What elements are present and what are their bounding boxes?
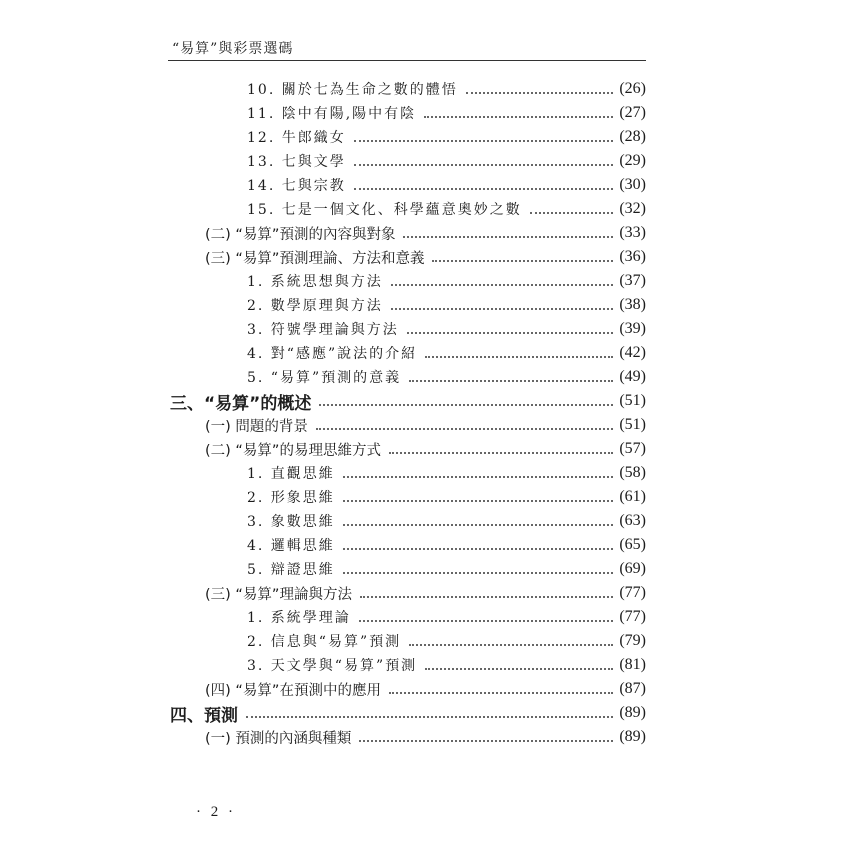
- toc-entry: [247, 269, 646, 293]
- toc-entry: [205, 437, 646, 461]
- toc-entry-page: (38): [619, 296, 646, 313]
- dot-leader: [389, 452, 613, 454]
- toc-entry: [205, 245, 646, 269]
- toc-entry-title: 4. 邏輯思維: [247, 538, 335, 554]
- toc-entry-page: (79): [619, 632, 646, 649]
- toc-entry: [247, 605, 646, 629]
- toc-entry-page: (57): [619, 440, 646, 457]
- dot-leader: [316, 428, 613, 430]
- toc-entry-title: (二) “易算”預測的內容與對象: [205, 226, 396, 243]
- toc-entry: [247, 365, 646, 389]
- dot-leader: [343, 548, 614, 550]
- toc-entry-title: 13. 七與文學: [247, 154, 346, 170]
- dot-leader: [343, 572, 614, 574]
- dot-leader: [389, 692, 613, 694]
- toc-entry-page: (87): [619, 680, 646, 697]
- toc-entry-title: 1. 系統思想與方法: [247, 274, 383, 290]
- toc-entry-title: (三) “易算”理論與方法: [205, 586, 352, 603]
- toc-entry-page: (69): [619, 560, 646, 577]
- toc-entry: [205, 413, 646, 437]
- running-head-title: “易算”與彩票選碼: [172, 41, 294, 57]
- toc-entry-chapter: [170, 701, 646, 725]
- toc-entry-title: (一) 問題的背景: [205, 418, 308, 435]
- toc-entry-page: (49): [619, 368, 646, 385]
- toc-entry-title: 2. 信息與“易算”預測: [247, 634, 402, 650]
- toc-entry-page: (89): [619, 704, 646, 721]
- toc-entry-page: (77): [619, 608, 646, 625]
- page-number: · 2 ·: [196, 804, 236, 820]
- toc-entry: [247, 149, 646, 173]
- dot-leader: [409, 644, 613, 646]
- toc-entry: [247, 557, 646, 581]
- toc-entry: [247, 293, 646, 317]
- toc-entry-page: (51): [619, 392, 646, 409]
- toc-entry: [247, 173, 646, 197]
- toc-entry-title: 1. 系統學理論: [247, 610, 351, 626]
- dot-leader: [359, 620, 614, 622]
- toc-entry: [205, 725, 646, 749]
- dot-leader: [425, 668, 613, 670]
- toc-entry: [247, 317, 646, 341]
- toc-entry-page: (30): [619, 176, 646, 193]
- toc-entry-title: 12. 牛郎織女: [247, 130, 346, 146]
- dot-leader: [354, 164, 614, 166]
- toc-entry-page: (26): [619, 80, 646, 97]
- toc-entry-title: 11. 陰中有陽,陽中有陰: [247, 106, 417, 122]
- toc-entry-page: (33): [619, 224, 646, 241]
- toc-entry: [205, 677, 646, 701]
- toc-entry-title: 10. 關於七為生命之數的體悟: [247, 82, 458, 98]
- toc-entry-title: (一) 預測的內涵與種類: [205, 730, 352, 747]
- toc-entry-title: 三、“易算”的概述: [170, 393, 312, 414]
- toc-entry: [247, 653, 646, 677]
- toc-entry-title: 3. 象數思維: [247, 514, 335, 530]
- toc-entry-page: (63): [619, 512, 646, 529]
- toc-entry-chapter: [170, 389, 646, 413]
- toc-entry-page: (36): [619, 248, 646, 265]
- toc-entry-title: 1. 直觀思維: [247, 466, 335, 482]
- toc-entry-page: (65): [619, 536, 646, 553]
- toc-entry-page: (81): [619, 656, 646, 673]
- dot-leader: [407, 332, 614, 334]
- dot-leader: [354, 188, 614, 190]
- toc-entry-page: (77): [619, 584, 646, 601]
- toc-entry-page: (61): [619, 488, 646, 505]
- dot-leader: [246, 716, 613, 718]
- dot-leader: [343, 476, 614, 478]
- toc-entry-page: (28): [619, 128, 646, 145]
- dot-leader: [360, 596, 613, 598]
- toc-entry: [247, 461, 646, 485]
- toc-entry: [247, 77, 646, 101]
- toc-entry: [247, 125, 646, 149]
- toc-entry-page: (32): [619, 200, 646, 217]
- toc-entry-title: (三) “易算”預測理論、方法和意義: [205, 250, 425, 267]
- dot-leader: [432, 260, 613, 262]
- dot-leader: [424, 116, 613, 118]
- toc-entry-title: (二) “易算”的易理思維方式: [205, 442, 381, 459]
- dot-leader: [530, 212, 614, 214]
- toc-entry: [247, 341, 646, 365]
- toc-entry-title: 3. 符號學理論與方法: [247, 322, 399, 338]
- toc-entry-page: (42): [619, 344, 646, 361]
- toc-entry-title: 5. 辯證思維: [247, 562, 335, 578]
- dot-leader: [403, 236, 613, 238]
- toc-entry: [247, 197, 646, 221]
- toc-entry-page: (39): [619, 320, 646, 337]
- toc-entry: [247, 629, 646, 653]
- dot-leader: [343, 500, 614, 502]
- dot-leader: [391, 284, 614, 286]
- toc-entry-page: (58): [619, 464, 646, 481]
- toc-entry: [247, 485, 646, 509]
- toc-entry-title: 四、預測: [170, 705, 238, 726]
- toc-entry: [205, 221, 646, 245]
- toc-entry-title: 3. 天文學與“易算”預測: [247, 658, 418, 674]
- toc-entry: [247, 101, 646, 125]
- toc-entry-page: (51): [619, 416, 646, 433]
- toc-entry-title: 2. 形象思維: [247, 490, 335, 506]
- dot-leader: [425, 356, 613, 358]
- toc-entry-page: (89): [619, 728, 646, 745]
- toc-entry-title: 14. 七與宗教: [247, 178, 346, 194]
- toc-entry-page: (29): [619, 152, 646, 169]
- dot-leader: [354, 140, 614, 142]
- toc-entry-title: 4. 對“感應”說法的介紹: [247, 346, 418, 362]
- dot-leader: [319, 404, 613, 406]
- toc-entry-title: 2. 數學原理與方法: [247, 298, 383, 314]
- dot-leader: [391, 308, 614, 310]
- toc-entry: [247, 509, 646, 533]
- dot-leader: [466, 92, 614, 94]
- toc-entry: [205, 581, 646, 605]
- dot-leader: [343, 524, 614, 526]
- header-rule: [168, 60, 646, 61]
- dot-leader: [359, 740, 613, 742]
- toc-entry: [247, 533, 646, 557]
- toc-entry-page: (27): [619, 104, 646, 121]
- toc-entry-title: 15. 七是一個文化、科學蘊意奧妙之數: [247, 202, 522, 218]
- dot-leader: [409, 380, 613, 382]
- toc-entry-page: (37): [619, 272, 646, 289]
- toc-entry-title: (四) “易算”在預測中的應用: [205, 682, 381, 699]
- toc-entry-title: 5. “易算”預測的意義: [247, 370, 402, 386]
